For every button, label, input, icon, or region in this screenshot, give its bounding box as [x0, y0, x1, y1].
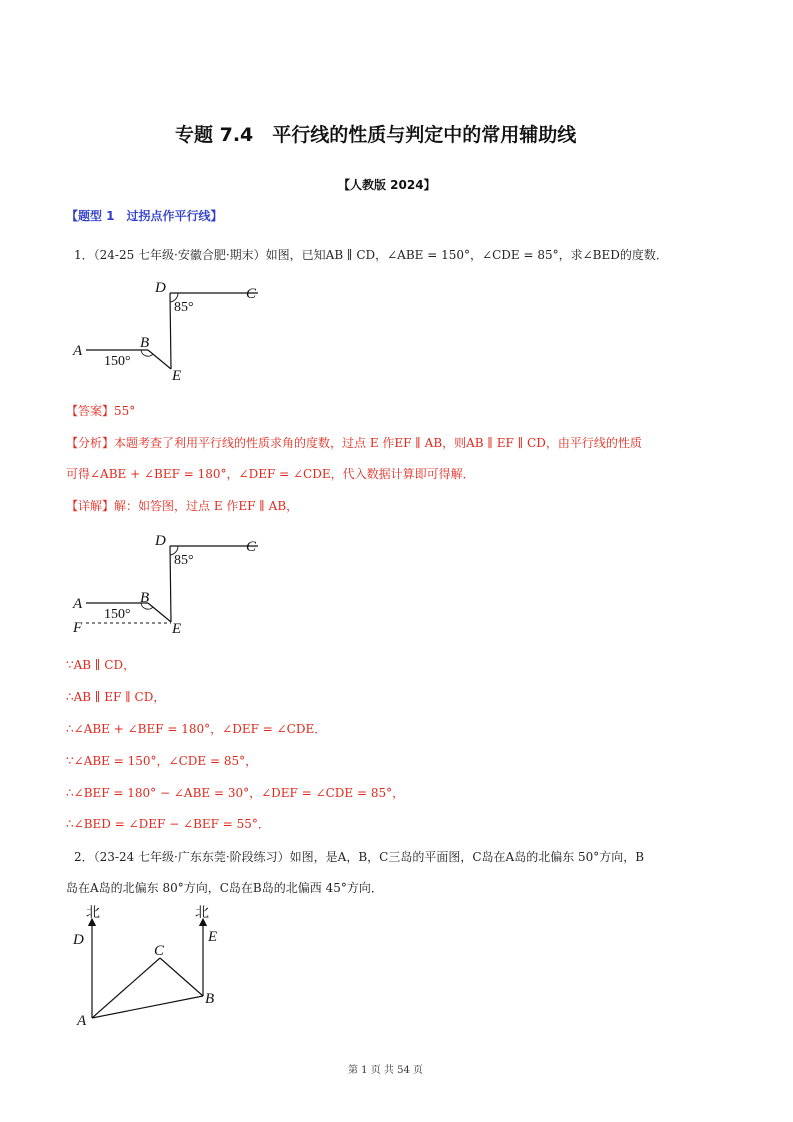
north-label-b: 北	[195, 905, 209, 921]
label-a: A	[73, 343, 83, 359]
label-d: D	[155, 533, 166, 549]
label-b: B	[140, 335, 150, 351]
figure-3	[70, 900, 235, 1030]
label-c: C	[246, 286, 257, 302]
step-2: ∴AB ∥ EF ∥ CD，	[66, 690, 166, 704]
step-5: ∴∠BEF = 180° − ∠ABE = 30°，∠DEF = ∠CDE = 85°，	[66, 786, 405, 800]
edition-label: 【人教版 2024】	[338, 178, 436, 192]
section-heading: 【题型 1 过拐点作平行线】	[66, 209, 223, 223]
angle-label-85: 85°	[174, 300, 194, 315]
north-label-a: 北	[86, 905, 100, 921]
analysis-1-line-2: 可得∠ABE + ∠BEF = 180°，∠DEF = ∠CDE，代入数据计算即可得解．	[66, 467, 475, 481]
detail-1: 【详解】解：如答图，过点 E 作EF ∥ AB，	[66, 499, 299, 513]
step-3: ∴∠ABE + ∠BEF = 180°，∠DEF = ∠CDE．	[66, 722, 327, 736]
label-e: E	[208, 929, 218, 945]
label-c: C	[154, 943, 165, 959]
figure-2	[70, 525, 270, 640]
label-d: D	[155, 280, 166, 296]
label-b: B	[140, 590, 150, 606]
page-title: 专题 7.4 平行线的性质与判定中的常用辅助线	[175, 124, 577, 146]
angle-label-85: 85°	[174, 553, 194, 568]
label-e: E	[172, 368, 182, 384]
label-a: A	[77, 1013, 87, 1029]
label-a: A	[73, 596, 83, 612]
step-6: ∴∠BED = ∠DEF − ∠BEF = 55°．	[66, 817, 270, 831]
question-1-text: 1．（24-25 七年级·安徽合肥·期末）如图，已知AB ∥ CD，∠ABE = 150°，∠CDE = 85°，求∠BED的度数．	[74, 248, 668, 262]
step-4: ∵∠ABE = 150°，∠CDE = 85°，	[66, 754, 258, 768]
angle-label-150: 150°	[104, 607, 131, 622]
step-1: ∵AB ∥ CD，	[66, 658, 136, 672]
label-e: E	[172, 621, 182, 637]
answer-1: 【答案】55°	[66, 404, 136, 418]
label-b: B	[205, 991, 215, 1007]
angle-label-150: 150°	[104, 354, 131, 369]
figure-1	[70, 272, 270, 387]
question-2-line-2: 岛在A岛的北偏东 80°方向，C岛在B岛的北偏西 45°方向．	[66, 881, 383, 895]
label-f: F	[73, 620, 83, 636]
label-d: D	[73, 932, 84, 948]
analysis-1-line-1: 【分析】本题考查了利用平行线的性质求角的度数，过点 E 作EF ∥ AB，则AB ∥ EF ∥ CD，由平行线的性质	[66, 436, 642, 450]
question-2-line-1: 2．（23-24 七年级·广东东莞·阶段练习）如图，是A，B，C三岛的平面图，C岛在A岛的北偏东 50°方向，B	[74, 850, 645, 864]
label-c: C	[246, 539, 257, 555]
page-number: 第 1 页 共 54 页	[348, 1065, 423, 1076]
